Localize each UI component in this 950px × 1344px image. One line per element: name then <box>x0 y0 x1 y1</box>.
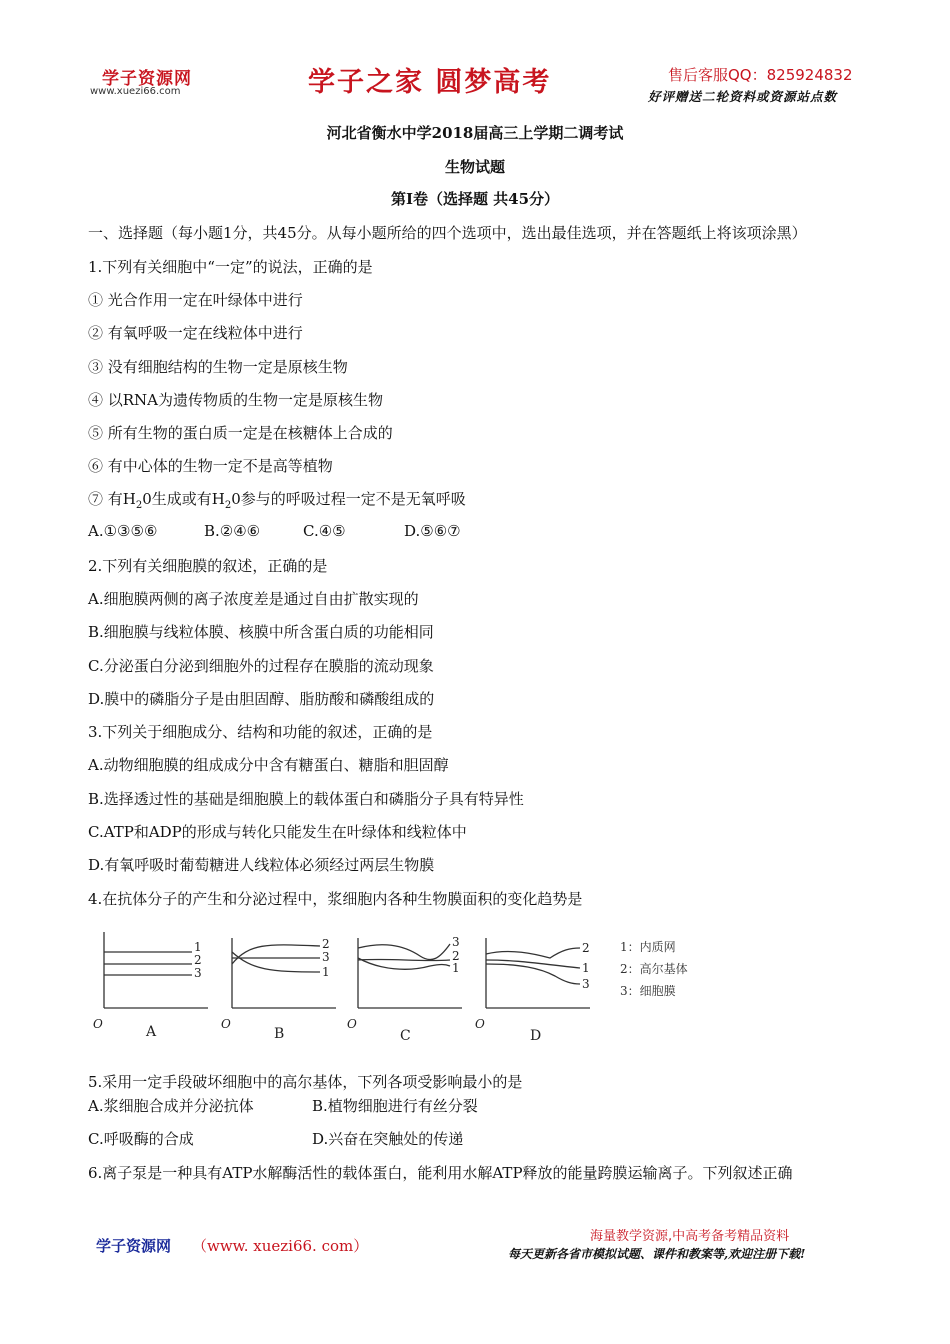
graph-c-label-3: 3 <box>452 935 460 949</box>
q1-item: ④ 以RNA为遗传物质的生物一定是原核生物 <box>88 391 384 409</box>
q1-item: ② 有氧呼吸一定在线粒体中进行 <box>88 324 303 342</box>
q3-option-b: B.选择透过性的基础是细胞膜上的载体蛋白和磷脂分子具有特异性 <box>88 790 524 808</box>
q2-option-c: C.分泌蛋白分泌到细胞外的过程存在膜脂的流动现象 <box>88 657 434 675</box>
graph-d-origin: O <box>475 1017 485 1031</box>
q5-option-c: C.呼吸酶的合成 <box>88 1130 194 1148</box>
graph-d-curve-2 <box>486 948 580 958</box>
graph-a-origin: O <box>93 1017 103 1031</box>
logo-text: 学子资源网 <box>102 69 192 89</box>
graph-a-caption: A <box>146 1024 157 1040</box>
q2-option-b: B.细胞膜与线粒体膜、核膜中所含蛋白质的功能相同 <box>88 623 434 641</box>
q1-stem: 1.下列有关细胞中“一定”的说法，正确的是 <box>88 258 373 276</box>
q1-option-d: D.⑤⑥⑦ <box>404 522 461 540</box>
logo-url: www.xuezi66.com <box>90 86 181 97</box>
q1-item: ① 光合作用一定在叶绿体中进行 <box>88 291 303 309</box>
footer-note: 每天更新各省市模拟试题、课件和教案等,欢迎注册下载! <box>508 1247 806 1261</box>
graph-d-caption: D <box>530 1028 542 1044</box>
graph-b-label-3: 3 <box>322 950 330 964</box>
q1-option-a: A.①③⑤⑥ <box>88 522 158 540</box>
graph-b-label-1: 1 <box>322 965 330 979</box>
q5-option-a: A.浆细胞合成并分泌抗体 <box>88 1097 254 1115</box>
q6-stem: 6.离子泵是一种具有ATP水解酶活性的载体蛋白，能利用水解ATP释放的能量跨膜运输离子。下列叙述正确 <box>88 1164 793 1182</box>
graph-c-curve-2 <box>358 959 450 960</box>
q2-stem: 2.下列有关细胞膜的叙述，正确的是 <box>88 557 328 575</box>
graph-b-caption: B <box>274 1026 285 1042</box>
graph-b-label-2: 2 <box>322 937 330 951</box>
graph-c-origin: O <box>347 1017 357 1031</box>
graph-d-label-2: 2 <box>582 941 590 955</box>
gift-note: 好评赠送二轮资料或资源站点数 <box>648 89 838 104</box>
q2-option-a: A.细胞膜两侧的离子浓度差是通过自由扩散实现的 <box>88 590 419 608</box>
graph-c-caption: C <box>400 1028 411 1044</box>
q5-option-b: B.植物细胞进行有丝分裂 <box>312 1097 478 1115</box>
q3-stem: 3.下列关于细胞成分、结构和功能的叙述，正确的是 <box>88 723 433 741</box>
graph-d-label-1: 1 <box>582 961 590 975</box>
graph-d-label-3: 3 <box>582 977 590 991</box>
legend-3: 3：细胞膜 <box>620 984 676 998</box>
q1-option-c: C.④⑤ <box>303 522 346 540</box>
graph-c-label-1: 1 <box>452 961 460 975</box>
q1-item-7: ⑦ 有$H_20$生成或有$H_20$参与的呼吸过程一定不是无氧呼吸 <box>88 490 466 511</box>
graph-a-label-3: 3 <box>194 966 202 980</box>
graph-b-origin: O <box>221 1017 231 1031</box>
graph-b-curve-1 <box>232 952 320 972</box>
footer-url[interactable]: （www. xuezi66. com） <box>192 1237 369 1255</box>
header-slogan: 学子之家 圆梦高考 <box>308 67 552 98</box>
q5-stem: 5.采用一定手段破坏细胞中的高尔基体，下列各项受影响最小的是 <box>88 1073 523 1091</box>
q5-option-d: D.兴奋在突触处的传递 <box>312 1130 464 1148</box>
footer-tagline: 海量教学资源,中高考备考精品资料 <box>590 1229 790 1244</box>
footer-logo: 学子资源网 <box>96 1237 172 1255</box>
graph-c-curve-3 <box>358 944 450 960</box>
instructions: 一、选择题（每小题1分，共45分。从每小题所给的四个选项中，选出最佳选项，并在答题纸上将该项涂黑） <box>88 224 807 242</box>
legend-2: 2：高尔基体 <box>620 962 688 976</box>
membrane-area-graphs <box>90 924 730 1054</box>
q3-option-c: C.ATP和ADP的形成与转化只能发生在叶绿体和线粒体中 <box>88 823 467 841</box>
service-qq: 售后客服QQ：825924832 <box>668 66 853 84</box>
q3-option-a: A.动物细胞膜的组成成分中含有糖蛋白、糖脂和胆固醇 <box>88 756 449 774</box>
graph-a-label-2: 2 <box>194 953 202 967</box>
membrane-area-figure <box>90 924 730 1058</box>
q3-option-d: D.有氧呼吸时葡萄糖进人线粒体必须经过两层生物膜 <box>88 856 435 874</box>
exam-title: 河北省衡水中学2018届高三上学期二调考试 <box>326 124 624 142</box>
graph-c-label-2: 2 <box>452 949 460 963</box>
q1-option-b: B.②④⑥ <box>204 522 261 540</box>
graph-a-label-1: 1 <box>194 940 202 954</box>
q4-stem: 4.在抗体分子的产生和分泌过程中，浆细胞内各种生物膜面积的变化趋势是 <box>88 890 583 908</box>
subject-title: 生物试题 <box>444 158 505 176</box>
q1-item: ③ 没有细胞结构的生物一定是原核生物 <box>88 358 348 376</box>
q1-item: ⑥ 有中心体的生物一定不是高等植物 <box>88 457 333 475</box>
q2-option-d: D.膜中的磷脂分子是由胆固醇、脂肪酸和磷酸组成的 <box>88 690 435 708</box>
q1-item: ⑤ 所有生物的蛋白质一定是在核糖体上合成的 <box>88 424 393 442</box>
part-title: 第Ⅰ卷（选择题 共45分） <box>390 190 560 208</box>
legend-1: 1：内质网 <box>620 940 676 954</box>
